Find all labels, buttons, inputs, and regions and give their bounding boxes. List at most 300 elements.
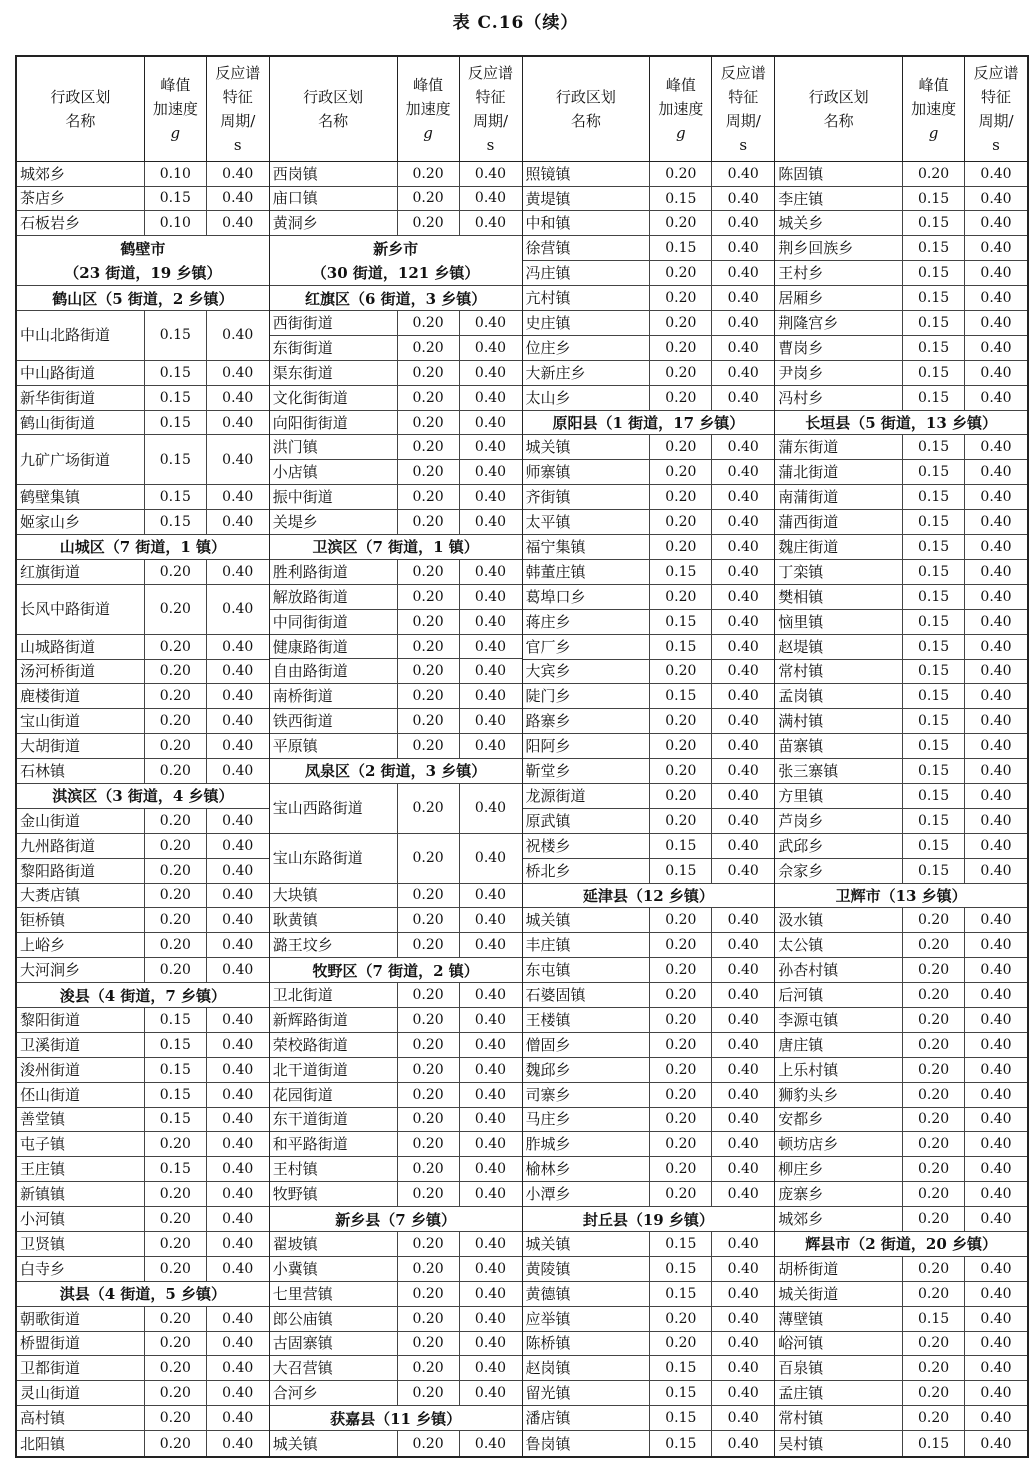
period-cell: 0.40 (727, 962, 759, 979)
period-cell: 0.40 (727, 1235, 759, 1252)
peak-acceleration-cell: 0.20 (650, 784, 712, 808)
table-row (270, 610, 522, 635)
period-cell: 0.40 (727, 837, 759, 854)
region-group-heading (17, 286, 269, 311)
period-cell: 0.40 (980, 1285, 1012, 1302)
period-cell: 0.40 (474, 1310, 507, 1327)
table-row (17, 1157, 269, 1182)
region-name-cell: 西街街道 (270, 311, 398, 335)
peak-acceleration-cell: 0.20 (398, 1033, 460, 1057)
peak-acceleration-cell: 0.15 (650, 610, 712, 634)
table-row (775, 560, 1027, 585)
table-row (775, 983, 1027, 1008)
region-name-cell: 和平路街道 (270, 1132, 398, 1156)
table-row (523, 1033, 775, 1058)
peak-acceleration-cell: 0.15 (145, 1008, 207, 1032)
region-name-cell: 徐营镇 (523, 236, 651, 260)
table-row (775, 1008, 1027, 1033)
region-group-heading (17, 983, 269, 1008)
table-row (775, 908, 1027, 933)
table-row (17, 1132, 269, 1157)
region-name-cell: 新华街街道 (17, 386, 145, 410)
table-row (775, 386, 1027, 411)
table-row (523, 1058, 775, 1083)
header-name-line: 行政区划 (555, 87, 616, 106)
table-row (523, 386, 775, 411)
header-peak-acceleration-line: 加速度 (911, 99, 957, 118)
period-cell: 0.40 (727, 563, 759, 580)
table-row (523, 510, 775, 535)
period-cell: 0.40 (474, 613, 507, 630)
peak-acceleration-cell: 0.20 (398, 211, 460, 235)
header-peak-acceleration-line: 峰值 (665, 75, 696, 94)
table-row (523, 859, 775, 884)
table-row (523, 709, 775, 734)
header-period-line: s (486, 135, 495, 154)
peak-acceleration-cell: 0.20 (398, 684, 460, 708)
peak-acceleration-cell: 0.20 (398, 659, 460, 683)
region-group-title: 新乡市 (373, 239, 419, 258)
period-cell: 0.40 (474, 1011, 507, 1028)
table-row (270, 1282, 522, 1307)
table-row (17, 1356, 269, 1381)
table-row (523, 734, 775, 759)
period-cell: 0.40 (980, 439, 1012, 456)
period-cell: 0.40 (980, 240, 1012, 257)
peak-acceleration-cell: 0.20 (650, 1157, 712, 1181)
peak-acceleration-cell: 0.20 (398, 485, 460, 509)
table-row (270, 1381, 522, 1406)
table-row (775, 1058, 1027, 1083)
peak-acceleration-cell: 0.20 (145, 1431, 207, 1456)
header-peak-acceleration-line: 峰值 (918, 75, 949, 94)
region-name-cell: 原武镇 (523, 809, 651, 833)
table-row (17, 510, 269, 535)
region-name-cell: 陡门乡 (523, 684, 651, 708)
region-name-cell: 振中街道 (270, 485, 398, 509)
peak-acceleration-cell: 0.15 (903, 610, 965, 634)
period-cell: 0.40 (222, 1310, 254, 1327)
peak-acceleration-cell: 0.20 (398, 386, 460, 410)
table-row (775, 1356, 1027, 1381)
peak-acceleration-cell: 0.15 (145, 411, 207, 435)
region-name-cell: 蒲西街道 (775, 510, 903, 534)
peak-acceleration-cell: 0.20 (145, 1132, 207, 1156)
table-row (523, 1257, 775, 1282)
peak-acceleration-cell: 0.20 (398, 635, 460, 659)
table-row (17, 759, 269, 784)
table-row (270, 784, 522, 834)
period-cell: 0.40 (222, 1235, 254, 1252)
header-period-line: 周期/ (978, 111, 1014, 130)
region-name-cell: 丁栾镇 (775, 560, 903, 584)
peak-acceleration-cell: 0.15 (145, 311, 207, 360)
peak-acceleration-cell: 0.15 (903, 187, 965, 211)
peak-acceleration-cell: 0.15 (903, 859, 965, 883)
table-row (523, 311, 775, 336)
peak-acceleration-cell: 0.20 (398, 1058, 460, 1082)
region-name-cell: 常村镇 (775, 1406, 903, 1430)
peak-acceleration-cell: 0.15 (903, 1307, 965, 1331)
period-cell: 0.40 (222, 364, 254, 381)
table-row (775, 1108, 1027, 1133)
period-cell: 0.40 (727, 1285, 759, 1302)
region-group-heading (270, 535, 522, 560)
region-name-cell: 中山北路街道 (17, 311, 145, 360)
table-row (270, 411, 522, 436)
region-name-cell: 钜桥镇 (17, 908, 145, 932)
region-name-cell: 冯村乡 (775, 386, 903, 410)
region-name-cell: 铁西街道 (270, 709, 398, 733)
table-row (270, 1232, 522, 1257)
region-name-cell: 石婆固镇 (523, 983, 651, 1007)
peak-acceleration-cell: 0.15 (650, 1232, 712, 1256)
table-row (523, 908, 775, 933)
header-period-line: 特征 (475, 87, 506, 106)
region-name-cell: 孟庄镇 (775, 1381, 903, 1405)
period-cell: 0.40 (980, 912, 1012, 929)
region-name-cell: 伾山街道 (17, 1083, 145, 1107)
period-cell: 0.40 (222, 215, 254, 232)
period-cell: 0.40 (222, 451, 254, 468)
period-cell: 0.40 (980, 364, 1012, 381)
region-name-cell: 后河镇 (775, 983, 903, 1007)
peak-acceleration-cell: 0.20 (398, 311, 460, 335)
region-name-cell: 位庄乡 (523, 336, 651, 360)
peak-acceleration-cell: 0.20 (145, 759, 207, 783)
peak-acceleration-cell: 0.20 (398, 1431, 460, 1456)
region-name-cell: 太公镇 (775, 933, 903, 957)
region-name-cell: 中同街街道 (270, 610, 398, 634)
peak-acceleration-cell: 0.15 (145, 510, 207, 534)
region-group-heading (523, 1207, 775, 1232)
period-cell: 0.40 (980, 514, 1012, 531)
table-row (270, 1332, 522, 1357)
peak-acceleration-cell: 0.20 (903, 162, 965, 186)
table-row (270, 908, 522, 933)
region-group-subtitle: （23 街道，19 乡镇） (64, 263, 222, 282)
region-name-cell: 卫都街道 (17, 1356, 145, 1380)
period-cell: 0.40 (980, 937, 1012, 954)
peak-acceleration-cell: 0.20 (903, 1282, 965, 1306)
peak-acceleration-cell: 0.20 (145, 1332, 207, 1356)
region-name-cell: 汲水镇 (775, 908, 903, 932)
region-name-cell: 孙杏村镇 (775, 958, 903, 982)
period-cell: 0.40 (222, 1036, 254, 1053)
period-cell: 0.40 (727, 1335, 759, 1352)
region-name-cell: 李庄镇 (775, 187, 903, 211)
peak-acceleration-cell: 0.20 (398, 411, 460, 435)
period-cell: 0.40 (474, 514, 507, 531)
period-cell: 0.40 (474, 987, 507, 1004)
table-row (17, 435, 269, 485)
table-row (270, 485, 522, 510)
region-name-cell: 峪河镇 (775, 1332, 903, 1356)
table-row (775, 211, 1027, 236)
region-name-cell: 南桥街道 (270, 684, 398, 708)
table-column-block (775, 57, 1027, 1456)
peak-acceleration-cell: 0.15 (903, 834, 965, 858)
period-cell: 0.40 (980, 290, 1012, 307)
header-name (523, 57, 651, 161)
period-cell: 0.40 (980, 1111, 1012, 1128)
region-name-cell: 应举镇 (523, 1307, 651, 1331)
peak-acceleration-cell: 0.20 (903, 1033, 965, 1057)
region-name-cell: 尹岗乡 (775, 361, 903, 385)
period-cell: 0.40 (474, 1086, 507, 1103)
table-row (523, 834, 775, 859)
peak-acceleration-cell: 0.20 (145, 734, 207, 758)
region-name-cell: 孟岗镇 (775, 684, 903, 708)
region-group-title: 辉县市（2 街道，20 乡镇） (805, 1235, 997, 1254)
region-group-heading (17, 784, 269, 809)
peak-acceleration-cell: 0.20 (145, 1307, 207, 1331)
region-name-cell: 汤河桥街道 (17, 660, 145, 684)
peak-acceleration-cell: 0.20 (398, 162, 460, 186)
region-name-cell: 满村镇 (775, 709, 903, 733)
period-cell: 0.40 (474, 339, 507, 356)
region-name-cell: 方里镇 (775, 784, 903, 808)
table-row (17, 1033, 269, 1058)
peak-acceleration-cell: 0.15 (903, 361, 965, 385)
table-row (775, 834, 1027, 859)
peak-acceleration-cell: 0.15 (903, 485, 965, 509)
table-row (775, 610, 1027, 635)
region-name-cell: 七里营镇 (270, 1282, 398, 1306)
period-cell: 0.40 (727, 1186, 759, 1203)
region-name-cell: 靳堂乡 (523, 759, 651, 783)
period-cell: 0.40 (222, 601, 254, 618)
peak-acceleration-cell: 0.20 (145, 635, 207, 659)
peak-acceleration-cell: 0.20 (145, 709, 207, 733)
peak-acceleration-cell: 0.20 (145, 684, 207, 708)
peak-acceleration-cell: 0.20 (650, 660, 712, 684)
region-name-cell: 茶店乡 (17, 187, 145, 211)
period-cell: 0.40 (222, 1335, 254, 1352)
region-group-heading (775, 411, 1027, 436)
peak-acceleration-cell: 0.15 (903, 261, 965, 285)
region-group-heading (270, 958, 522, 983)
region-name-cell: 冯庄镇 (523, 261, 651, 285)
region-name-cell: 官厂乡 (523, 635, 651, 659)
region-name-cell: 山城路街道 (17, 635, 145, 659)
peak-acceleration-cell: 0.20 (398, 1132, 460, 1156)
peak-acceleration-cell: 0.20 (650, 162, 712, 186)
header-peak-acceleration-line: 加速度 (405, 99, 451, 118)
period-cell: 0.40 (222, 190, 254, 207)
region-name-cell: 卫溪街道 (17, 1033, 145, 1057)
region-name-cell: 城郊乡 (17, 162, 145, 186)
region-name-cell: 红旗街道 (17, 560, 145, 584)
region-name-cell: 金山街道 (17, 809, 145, 833)
table-row (270, 1008, 522, 1033)
peak-acceleration-cell: 0.20 (903, 1207, 965, 1231)
region-name-cell: 大新庄乡 (523, 361, 651, 385)
peak-acceleration-cell: 0.15 (650, 859, 712, 883)
peak-acceleration-cell: 0.20 (398, 510, 460, 534)
peak-acceleration-cell: 0.15 (650, 560, 712, 584)
table-row (775, 286, 1027, 311)
peak-acceleration-cell: 0.20 (650, 535, 712, 559)
region-group-title: 淇滨区（3 街道，4 乡镇） (52, 787, 234, 806)
region-name-cell: 城关街道 (775, 1282, 903, 1306)
peak-acceleration-cell: 0.15 (650, 1431, 712, 1456)
peak-acceleration-cell: 0.20 (145, 1232, 207, 1256)
peak-acceleration-cell: 0.15 (145, 1058, 207, 1082)
period-cell: 0.40 (727, 314, 759, 331)
table-row (270, 834, 522, 884)
peak-acceleration-cell: 0.15 (903, 734, 965, 758)
peak-acceleration-cell: 0.20 (398, 187, 460, 211)
period-cell: 0.40 (474, 1036, 507, 1053)
period-cell: 0.40 (222, 1136, 254, 1153)
table-row (523, 958, 775, 983)
peak-acceleration-cell: 0.20 (398, 1307, 460, 1331)
period-cell: 0.40 (727, 489, 759, 506)
region-group-heading (270, 1207, 522, 1232)
peak-acceleration-cell: 0.20 (398, 884, 460, 908)
header-period-line: 反应谱 (215, 63, 261, 82)
region-name-cell: 葛埠口乡 (523, 585, 651, 609)
table-row (523, 1008, 775, 1033)
period-cell: 0.40 (727, 464, 759, 481)
peak-acceleration-cell: 0.20 (398, 1232, 460, 1256)
region-name-cell: 中和镇 (523, 211, 651, 235)
period-cell: 0.40 (727, 713, 759, 730)
region-group-heading (17, 535, 269, 560)
peak-acceleration-cell: 0.15 (903, 784, 965, 808)
peak-acceleration-cell: 0.15 (903, 286, 965, 310)
table-row (270, 1257, 522, 1282)
table-row (523, 211, 775, 236)
header-period-line: 特征 (981, 87, 1012, 106)
peak-acceleration-cell: 0.20 (145, 1381, 207, 1405)
region-name-cell: 照镜镇 (523, 162, 651, 186)
period-cell: 0.40 (980, 464, 1012, 481)
header-period-line: 反应谱 (468, 63, 514, 82)
peak-acceleration-cell: 0.15 (650, 1356, 712, 1380)
table-row (17, 958, 269, 983)
table-row (775, 460, 1027, 485)
region-group-heading (523, 884, 775, 909)
peak-acceleration-cell: 0.20 (903, 1058, 965, 1082)
table-row (17, 411, 269, 436)
table-row (17, 1008, 269, 1033)
period-cell: 0.40 (727, 339, 759, 356)
table-row (17, 311, 269, 361)
period-cell: 0.40 (474, 663, 507, 680)
peak-acceleration-cell: 0.20 (398, 1008, 460, 1032)
period-cell: 0.40 (222, 1186, 254, 1203)
table-row (775, 261, 1027, 286)
peak-acceleration-cell: 0.20 (650, 460, 712, 484)
region-group-title: 新乡县（7 乡镇） (335, 1210, 456, 1229)
period-cell: 0.40 (980, 1186, 1012, 1203)
period-cell: 0.40 (727, 290, 759, 307)
table-row (17, 734, 269, 759)
period-cell: 0.40 (727, 389, 759, 406)
period-cell: 0.40 (727, 1435, 759, 1452)
table-row (270, 983, 522, 1008)
table-row (17, 859, 269, 884)
peak-acceleration-cell: 0.15 (903, 585, 965, 609)
table-row (270, 635, 522, 660)
table-row (270, 510, 522, 535)
period-cell: 0.40 (474, 364, 507, 381)
peak-acceleration-cell: 0.15 (903, 386, 965, 410)
peak-acceleration-cell: 0.20 (145, 809, 207, 833)
peak-acceleration-cell: 0.15 (903, 535, 965, 559)
peak-acceleration-cell: 0.20 (398, 336, 460, 360)
peak-acceleration-cell: 0.20 (398, 1356, 460, 1380)
region-name-cell: 大召营镇 (270, 1356, 398, 1380)
table-row (523, 485, 775, 510)
period-cell: 0.40 (980, 265, 1012, 282)
table-row (775, 1157, 1027, 1182)
period-cell: 0.40 (980, 339, 1012, 356)
region-name-cell: 大块镇 (270, 884, 398, 908)
period-cell: 0.40 (474, 439, 507, 456)
period-cell: 0.40 (980, 1310, 1012, 1327)
period-cell: 0.40 (222, 389, 254, 406)
period-cell: 0.40 (980, 837, 1012, 854)
region-group-heading (270, 286, 522, 311)
header-name-line: 名称 (570, 111, 601, 130)
period-cell: 0.40 (727, 1036, 759, 1053)
table-row (775, 1381, 1027, 1406)
region-name-cell: 善堂镇 (17, 1108, 145, 1132)
peak-acceleration-cell: 0.20 (903, 1008, 965, 1032)
table-row (270, 684, 522, 709)
peak-acceleration-cell: 0.15 (145, 1157, 207, 1181)
region-name-cell: 龙源街道 (523, 784, 651, 808)
table-row (270, 1108, 522, 1133)
region-name-cell: 胙城乡 (523, 1132, 651, 1156)
header-period (460, 57, 522, 161)
region-name-cell: 佘家乡 (775, 859, 903, 883)
period-cell: 0.40 (222, 1360, 254, 1377)
table-row (523, 336, 775, 361)
region-name-cell: 小店镇 (270, 460, 398, 484)
header-peak-acceleration (650, 57, 712, 161)
period-cell: 0.40 (474, 414, 507, 431)
region-name-cell: 长风中路街道 (17, 585, 145, 634)
table-row (523, 236, 775, 261)
region-name-cell: 合河乡 (270, 1381, 398, 1405)
period-cell: 0.40 (980, 563, 1012, 580)
period-cell: 0.40 (727, 937, 759, 954)
table-row (523, 1157, 775, 1182)
region-name-cell: 自由路街道 (270, 659, 398, 683)
header-period (712, 57, 774, 161)
peak-acceleration-cell: 0.20 (650, 734, 712, 758)
period-cell: 0.40 (222, 837, 254, 854)
period-cell: 0.40 (222, 688, 254, 705)
peak-acceleration-cell: 0.20 (650, 759, 712, 783)
table-row (523, 1356, 775, 1381)
period-cell: 0.40 (980, 1360, 1012, 1377)
peak-acceleration-cell: 0.15 (903, 236, 965, 260)
header-period-line: 反应谱 (973, 63, 1019, 82)
period-cell: 0.40 (474, 1161, 507, 1178)
peak-acceleration-cell: 0.20 (145, 660, 207, 684)
column-header (775, 57, 1027, 162)
period-cell: 0.40 (727, 1011, 759, 1028)
period-cell: 0.40 (222, 862, 254, 879)
peak-acceleration-cell: 0.15 (903, 759, 965, 783)
peak-acceleration-cell: 0.20 (398, 734, 460, 758)
region-name-cell: 平原镇 (270, 734, 398, 758)
